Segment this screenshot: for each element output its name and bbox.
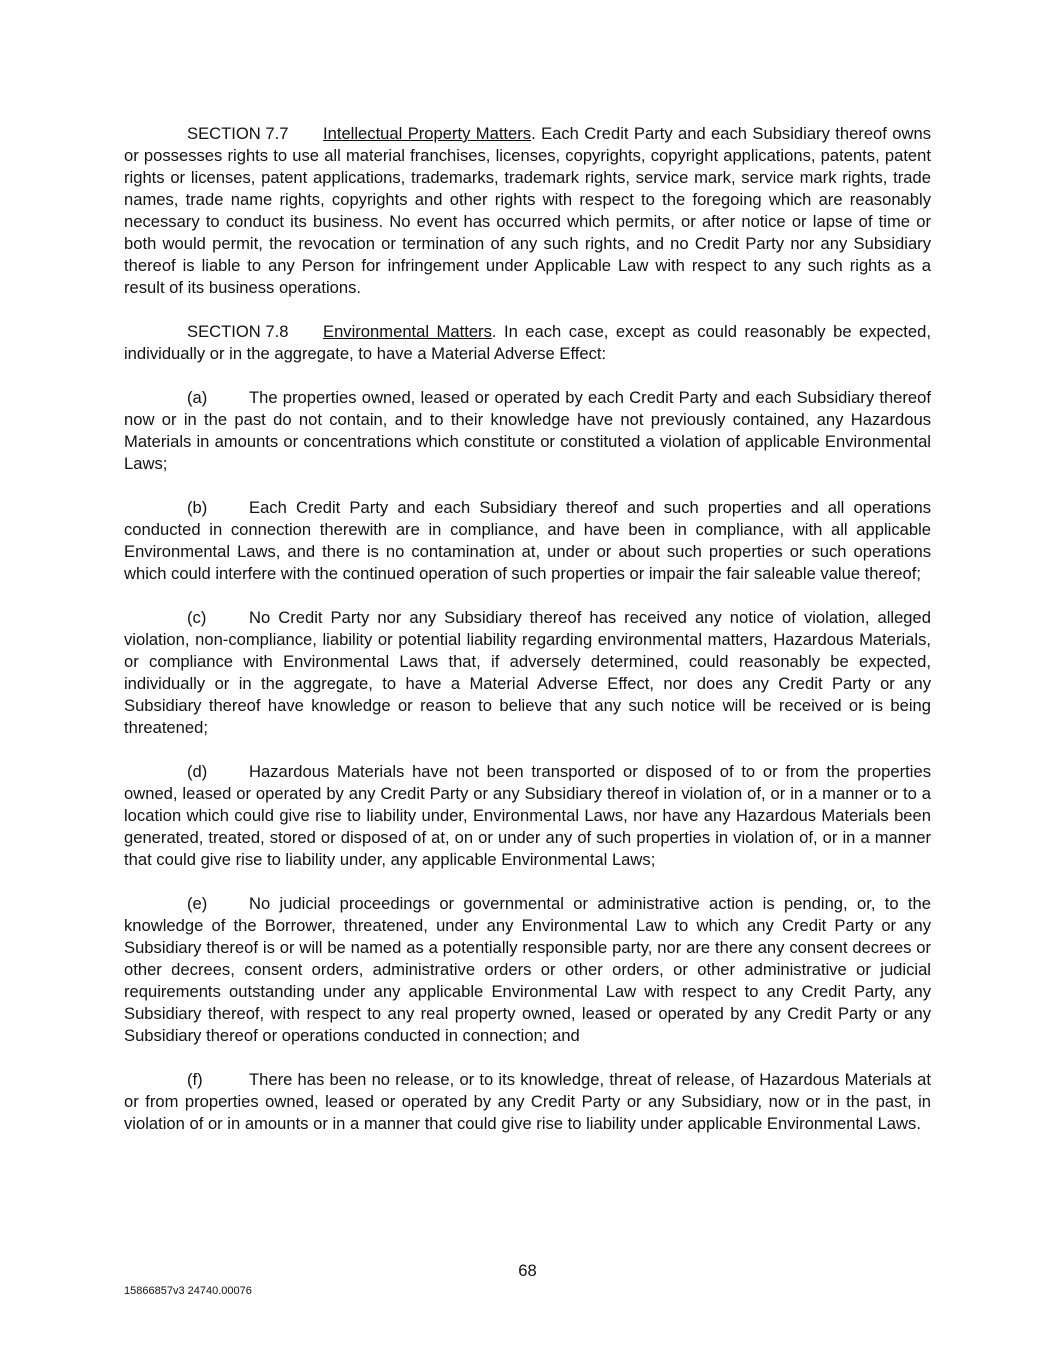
section-7-8 xyxy=(124,321,931,365)
item-label: (b) xyxy=(187,498,208,517)
section-heading: Intellectual Property Matters xyxy=(323,124,532,143)
item-text: There has been no release, or to its knowledge, threat of release, of Hazardous Materials at or from properties owned, leased or operated by any Credit Party or any Subsidiary, now or in the past, in violation of or in amounts or in a manner that could give rise to liability under applicable Environmental Laws. xyxy=(124,1070,931,1133)
item-label: (d) xyxy=(187,762,208,781)
item-label: (c) xyxy=(187,608,207,627)
list-item-c xyxy=(124,607,931,739)
list-item-b xyxy=(124,497,931,585)
section-number: SECTION 7.7 xyxy=(187,124,289,143)
item-text: The properties owned, leased or operated by each Credit Party and each Subsidiary thereof now or in the past do not contain, and to their knowledge have not previously contained, any Hazardous Materials in amounts or concentrations which constitute or constituted a violation of applicable Environmental Laws; xyxy=(124,388,931,473)
item-text: Hazardous Materials have not been transported or disposed of to or from the properties owned, leased or operated by any Credit Party or any Subsidiary thereof in violation of, or in a manner or to a location which could give rise to liability under, Environmental Laws, nor have any Hazardous Materials been generated, treated, stored or disposed of at, on or under any of such properties in violation of, or in a manner that could give rise to liability under, any applicable Environmental Laws; xyxy=(124,762,931,869)
item-text: Each Credit Party and each Subsidiary thereof and such properties and all operations conducted in connection therewith are in compliance, and have been in compliance, with all applicable Environmental Laws, and there is no contamination at, under or about such properties or such operations which could interfere with the continued operation of such properties or impair the fair saleable value thereof; xyxy=(124,498,931,583)
list-item-e xyxy=(124,893,931,1047)
item-label: (f) xyxy=(187,1070,203,1089)
item-label: (e) xyxy=(187,894,208,913)
section-7-7 xyxy=(124,123,931,299)
section-text: . In each case, except as could reasonably be expected, individually or in the aggregate, to have a Material Adverse Effect: xyxy=(124,322,931,363)
item-text: No Credit Party nor any Subsidiary thereof has received any notice of violation, alleged violation, non-compliance, liability or potential liability regarding environmental matters, Hazardous Materials, or compliance with Environmental Laws that, if adversely determined, could reasonably be expected, individually or in the aggregate, to have a Material Adverse Effect, nor does any Credit Party or any Subsidiary thereof have knowledge or reason to believe that any such notice will be received or is being threatened; xyxy=(124,608,931,737)
item-text: No judicial proceedings or governmental or administrative action is pending, or, to the knowledge of the Borrower, threatened, under any Environmental Law to which any Credit Party or any Subsidiary thereof is or will be named as a potentially responsible party, nor are there any consent decrees or other decrees, consent orders, administrative orders or other orders, or other administrative or judicial requirements outstanding under any applicable Environmental Law with respect to any Credit Party, any Subsidiary thereof, with respect to any real property owned, leased or operated by any Credit Party or any Subsidiary thereof or operations conducted in connection; and xyxy=(124,894,931,1045)
document-body xyxy=(124,123,931,1157)
list-item-f xyxy=(124,1069,931,1135)
list-item-d xyxy=(124,761,931,871)
section-text: . Each Credit Party and each Subsidiary thereof owns or possesses rights to use all material franchises, licenses, copyrights, copyright applications, patents, patent rights or licenses, patent applications, trademarks, trademark rights, service mark, service mark rights, trade names, trade name rights, copyrights and other rights with respect to the foregoing which are reasonably necessary to conduct its business. No event has occurred which permits, or after notice or lapse of time or both would permit, the revocation or termination of any such rights, and no Credit Party nor any Subsidiary thereof is liable to any Person for infringement under Applicable Law with respect to any such rights as a result of its business operations. xyxy=(124,124,931,297)
page-number: 68 xyxy=(518,1261,537,1280)
item-label: (a) xyxy=(187,388,208,407)
list-item-a xyxy=(124,387,931,475)
section-number: SECTION 7.8 xyxy=(187,322,289,341)
document-id: 15866857v3 24740.00076 xyxy=(124,1285,252,1297)
section-heading: Environmental Matters xyxy=(323,322,492,341)
